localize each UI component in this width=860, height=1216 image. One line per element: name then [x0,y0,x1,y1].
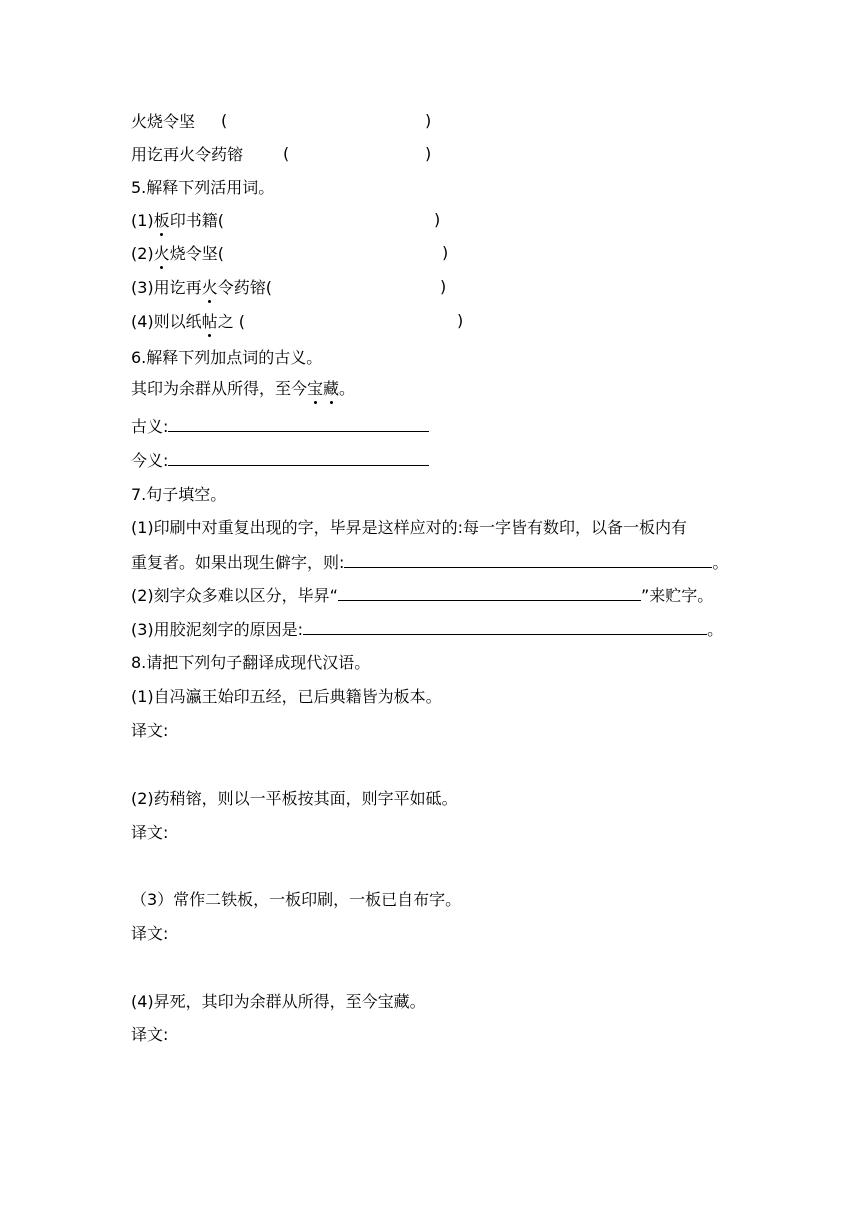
q5-heading: 5.解释下列活用词。 [131,178,275,197]
q5-item4-suffix: 之 ( [217,312,246,331]
q8-item-4: (4)昇死，其印为余群从所得，至今宝藏。 [131,992,426,1011]
q7-item2-prefix: (2)刻字众多难以区分，毕昇“ [131,586,338,605]
q5-item4-dotted-char: 帖 [201,312,218,331]
q7-item1-period: 。 [712,553,729,572]
q6-dotted-char-2: 藏 [323,379,340,398]
q7-item3-period: 。 [707,620,724,639]
q5-item3-suffix: 令药镕( [217,278,272,297]
q8-translation-label-3: 译文: [131,924,169,943]
q7-heading: 7.句子填空。 [131,485,227,504]
q5-item2-suffix: 烧令坚( [169,244,224,263]
q4-line2-open-paren: ( [283,144,290,163]
q7-item2 [131,584,713,606]
q5-item-3 [131,277,272,299]
q6-ancient-answer-blank[interactable] [168,415,429,432]
q7-item2-suffix: ”来贮字。 [640,586,714,605]
q6-sentence [131,378,355,400]
q6-heading: 6.解释下列加点词的古义。 [131,348,323,367]
q5-item3-close-paren: ) [440,277,447,296]
q8-item-1: (1)自冯瀛王始印五经，已后典籍皆为板本。 [131,687,442,706]
q8-translation-label-4: 译文: [131,1025,169,1044]
q4-line-1 [131,111,195,133]
q7-item1-line1: (1)印刷中对重复出现的字，毕昇是这样应对的:每一字皆有数印，以备一板内有 [131,518,688,537]
q6-modern-answer-blank[interactable] [168,449,429,466]
q5-item-2 [131,243,224,265]
q6-sentence-suffix: 。 [339,379,356,398]
q5-item-4 [131,311,245,333]
q4-line2-text: 用讫再火令药镕 [131,145,244,164]
q6-ancient-meaning-row [131,415,429,437]
q5-item3-dotted-char: 火 [201,278,218,297]
q7-item1-answer-blank[interactable] [344,551,712,568]
q5-item4-close-paren: ) [457,311,464,330]
q4-line1-open-paren: ( [221,111,228,130]
q5-item2-prefix: (2) [131,244,154,263]
q5-item1-prefix: (1) [131,211,154,230]
q5-item1-suffix: 印书籍( [169,211,224,230]
q6-ancient-label: 古义: [131,417,169,436]
q4-line1-text: 火烧令坚 [131,112,196,131]
q6-modern-label: 今义: [131,451,169,470]
q8-translation-label-2: 译文: [131,823,169,842]
q8-heading: 8.请把下列句子翻译成现代汉语。 [131,653,371,672]
q5-item2-dotted-char: 火 [153,244,170,263]
q6-dotted-char-1: 宝 [307,379,324,398]
q7-item3-prefix: (3)用胶泥刻字的原因是: [131,620,304,639]
q8-item-3: （3）常作二铁板，一板印刷，一板已自布字。 [131,890,462,909]
q8-item-2: (2)药稍镕，则以一平板按其面，则字平如砥。 [131,789,458,808]
q8-translation-label-1: 译文: [131,721,169,740]
q5-item1-close-paren: ) [434,210,441,229]
q5-item2-close-paren: ) [442,243,449,262]
q7-item1-line2 [131,551,728,573]
q4-line-2 [131,144,243,166]
q7-item2-answer-blank[interactable] [338,584,641,601]
q7-item1-text: 重复者。如果出现生僻字，则: [131,553,345,572]
q5-item-1 [131,210,224,232]
q4-line1-close-paren: ) [425,111,432,130]
q5-item1-dotted-char: 板 [153,211,170,230]
q5-item3-prefix: (3)用讫再 [131,278,202,297]
q6-modern-meaning-row [131,449,429,471]
q4-line2-close-paren: ) [425,144,432,163]
q7-item3 [131,618,723,640]
q7-item3-answer-blank[interactable] [303,618,707,635]
q5-item4-prefix: (4)则以纸 [131,312,202,331]
q6-sentence-prefix: 其印为余群从所得，至今 [131,379,308,398]
